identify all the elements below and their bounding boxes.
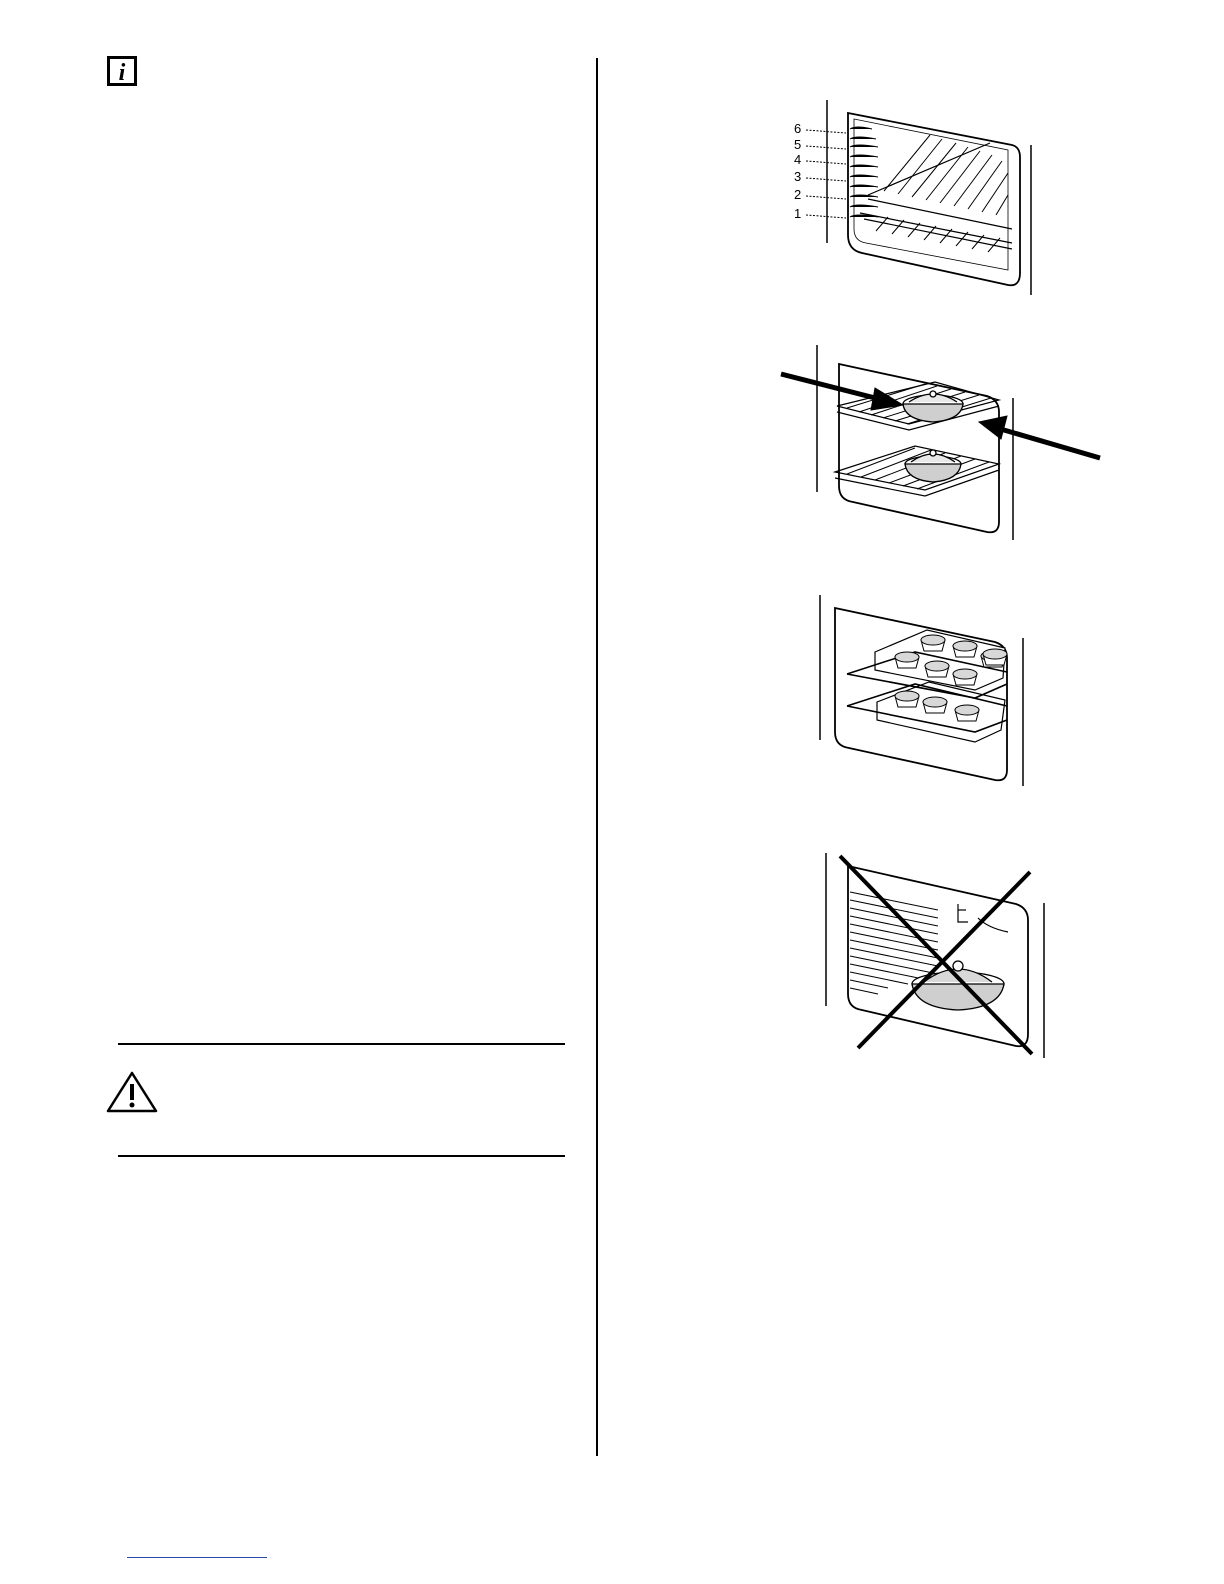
shelf-level-label: 4 xyxy=(794,152,802,167)
shelf-level-label: 1 xyxy=(794,206,802,221)
muffin xyxy=(921,635,945,651)
oven-shelf-levels-figure xyxy=(780,95,1040,300)
footer-link-rule xyxy=(127,1557,267,1558)
shelf-level-label: 3 xyxy=(794,169,802,184)
muffin xyxy=(925,661,949,677)
svg-text:i: i xyxy=(118,60,126,86)
muffin xyxy=(923,697,947,713)
column-divider xyxy=(596,58,598,1456)
incorrect-placement-figure xyxy=(818,848,1050,1063)
muffin-trays-figure xyxy=(815,590,1030,790)
muffin xyxy=(895,652,919,668)
muffin xyxy=(983,649,1007,665)
shelf-level-label: 2 xyxy=(794,187,802,202)
muffin xyxy=(953,669,977,685)
warning-top-rule xyxy=(118,1043,565,1045)
info-icon xyxy=(107,56,137,86)
casserole-placement-figure xyxy=(775,340,1105,545)
muffin xyxy=(955,705,979,721)
shelf-level-label: 6 xyxy=(794,121,802,136)
shelf-level-label: 5 xyxy=(794,137,802,152)
warning-bottom-rule xyxy=(118,1155,565,1157)
warning-triangle-icon xyxy=(106,1071,158,1113)
muffin xyxy=(895,691,919,707)
muffin xyxy=(953,641,977,657)
